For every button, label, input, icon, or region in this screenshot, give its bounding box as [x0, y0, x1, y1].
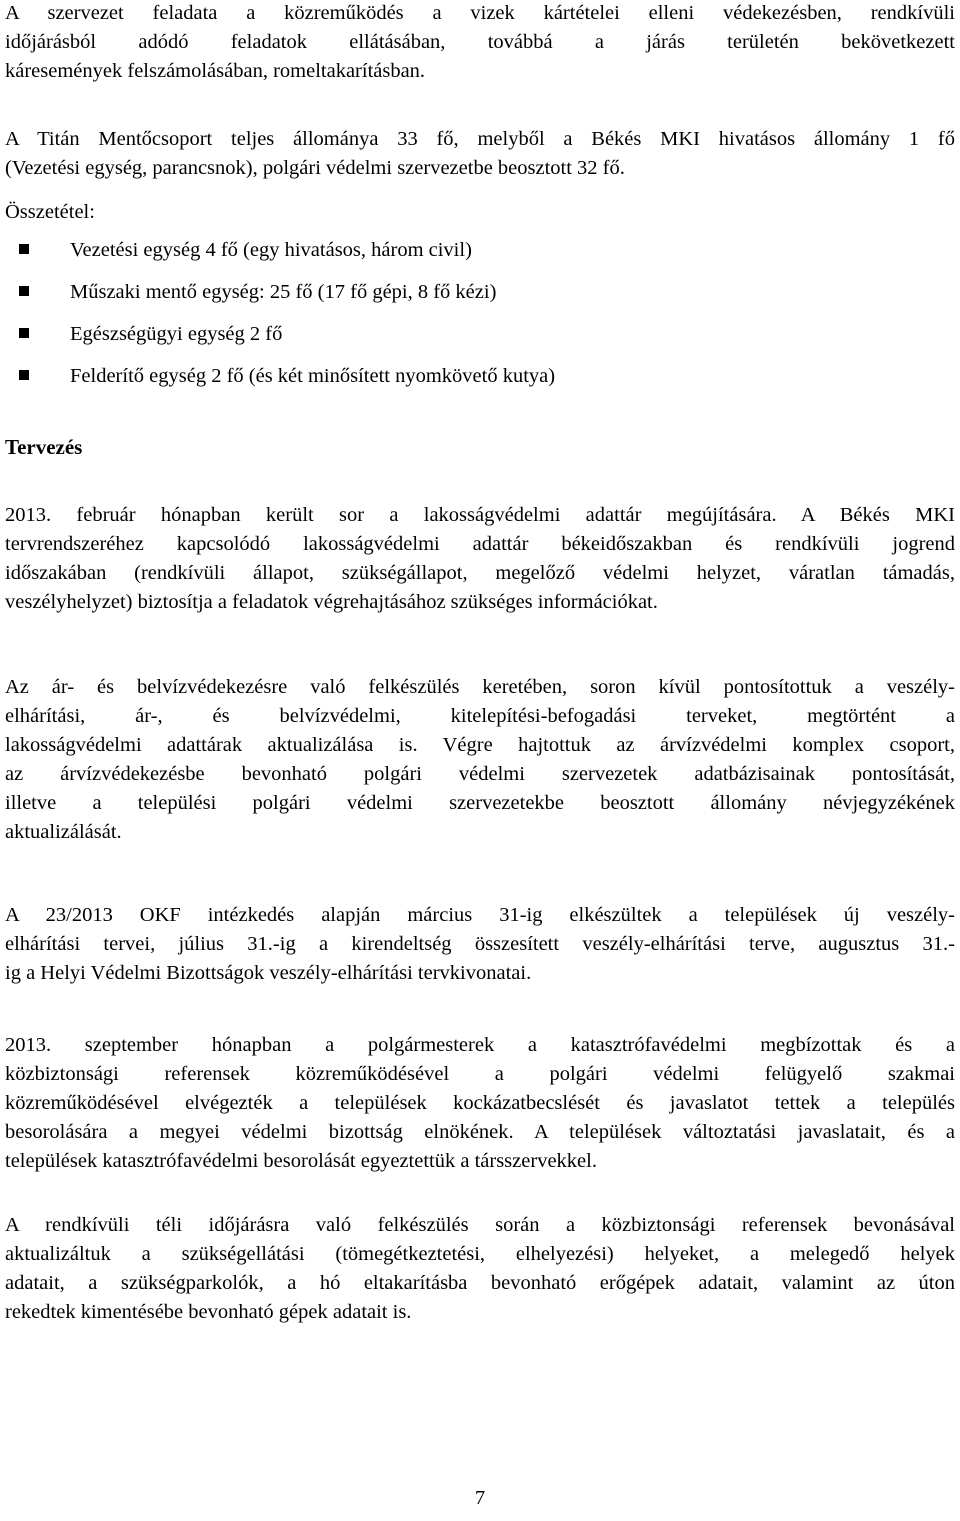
list-item — [5, 320, 555, 362]
intro-paragraph — [5, 0, 955, 86]
okf-line-3: ig a Helyi Védelmi Bizottságok veszély-elhárítási tervkivonatai. — [5, 962, 532, 984]
september-line-5: települések katasztrófavédelmi besorolását egyeztettük a társszervekkel. — [5, 1150, 597, 1172]
winter-line-4: rekedtek kimentésébe bevonható gépek adatait is. — [5, 1301, 412, 1323]
section-heading: Tervezés — [5, 435, 83, 459]
page-number: 7 — [474, 1487, 486, 1509]
okf-line-2: elhárítási tervei, július 31.-ig a kirendeltség összesített veszély-elhárítási terve, augusztus 31.- — [5, 933, 955, 955]
intro-line-1: A szervezet feladata a közreműködés a vizek kártételei elleni védekezésben, rendkívüli — [5, 2, 955, 24]
september-line-2: közbiztonsági referensek közreműködésével a polgári védelmi felügyelő szakmai — [5, 1063, 955, 1085]
intro-line-3: káresemények felszámolásában, romeltakarításban. — [5, 60, 426, 82]
september-line-1: 2013. szeptember hónapban a polgármesterek a katasztrófavédelmi megbízottak és a — [5, 1034, 955, 1056]
september-line-4: besorolására a megyei védelmi bizottság elnökének. A települések változtatási javaslatait, és a — [5, 1121, 955, 1143]
winter-line-3: adatait, a szükségparkolók, a hó eltakarításba bevonható erőgépek adatait, valamint az úton — [5, 1272, 955, 1294]
square-bullet-icon — [19, 244, 29, 254]
list-item-text: Felderítő egység 2 fő (és két minősített nyomkövető kutya) — [70, 365, 556, 387]
titan-line-2: (Vezetési egység, parancsnok), polgári védelmi szervezetbe beosztott 32 fő. — [5, 157, 625, 179]
winter-paragraph — [5, 1211, 955, 1327]
okf-paragraph — [5, 901, 955, 988]
adattar-line-1: 2013. február hónapban került sor a lakosságvédelmi adattár megújítására. A Békés MKI — [5, 504, 955, 526]
list-item — [5, 278, 555, 320]
flood-line-2: elhárítási, ár-, és belvízvédelmi, kitelepítési-befogadási terveket, megtörtént a — [5, 705, 955, 727]
flood-line-4: az árvízvédekezésbe bevonható polgári védelmi szervezetek adatbázisainak pontosítását, — [5, 763, 955, 785]
september-line-3: közreműködésével elvégezték a települések kockázatbecslését és javaslatot tettek a település — [5, 1092, 955, 1114]
titan-paragraph — [5, 125, 955, 183]
list-item — [5, 362, 555, 404]
intro-line-2: időjárásból adódó feladatok ellátásában, továbbá a járás területén bekövetkezett — [5, 31, 955, 53]
winter-line-2: aktualizáltuk a szükségellátási (tömegétkeztetési, elhelyezési) helyeket, a melegedő helyek — [5, 1243, 955, 1265]
list-item-text: Műszaki mentő egység: 25 fő (17 fő gépi, 8 fő kézi) — [70, 281, 497, 303]
square-bullet-icon — [19, 328, 29, 338]
titan-line-1: A Titán Mentőcsoport teljes állománya 33 fő, melyből a Békés MKI hivatásos állomány 1 fő — [5, 128, 955, 150]
adattar-line-4: veszélyhelyzet) biztosítja a feladatok végrehajtásához szükséges információkat. — [5, 591, 658, 613]
flood-paragraph — [5, 673, 955, 847]
adattar-line-3: időszakában (rendkívüli állapot, szükségállapot, megelőző védelmi helyzet, váratlan támadás, — [5, 562, 955, 584]
list-item-text: Egészségügyi egység 2 fő — [70, 323, 283, 345]
flood-line-6: aktualizálását. — [5, 821, 122, 843]
flood-line-3: lakosságvédelmi adattárak aktualizálása is. Végre hajtottuk az árvízvédelmi komplex csoport, — [5, 734, 955, 756]
composition-label: Összetétel: — [5, 201, 95, 223]
list-item-text: Vezetési egység 4 fő (egy hivatásos, három civil) — [70, 239, 472, 261]
okf-line-1: A 23/2013 OKF intézkedés alapján március 31-ig elkészültek a települések új veszély- — [5, 904, 955, 926]
adattar-paragraph — [5, 501, 955, 617]
flood-line-5: illetve a települési polgári védelmi szervezetekbe beosztott állomány névjegyzékének — [5, 792, 955, 814]
composition-list — [5, 236, 555, 404]
square-bullet-icon — [19, 286, 29, 296]
winter-line-1: A rendkívüli téli időjárásra való felkészülés során a közbiztonsági referensek bevonásával — [5, 1214, 955, 1236]
september-paragraph — [5, 1031, 955, 1176]
square-bullet-icon — [19, 370, 29, 380]
adattar-line-2: tervrendszeréhez kapcsolódó lakosságvédelmi adattár békeidőszakban és rendkívüli jogrend — [5, 533, 955, 555]
flood-line-1: Az ár- és belvízvédekezésre való felkészülés keretében, soron kívül pontosítottuk a veszély- — [5, 676, 955, 698]
list-item — [5, 236, 555, 278]
